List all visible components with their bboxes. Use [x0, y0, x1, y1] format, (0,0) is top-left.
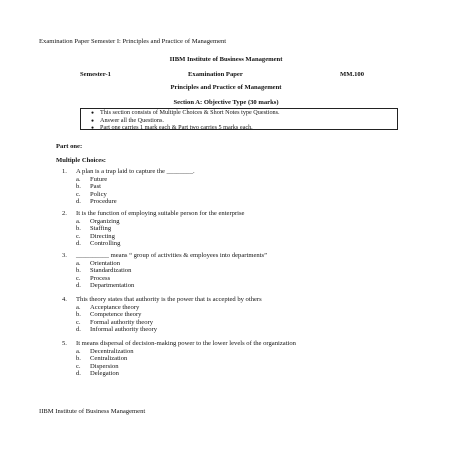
- instructions-box: [80, 108, 398, 130]
- part-heading: Part one:: [56, 143, 83, 150]
- subject-title: Principles and Practice of Management: [170, 84, 282, 91]
- bullet-icon: ●: [91, 111, 95, 116]
- question-text: It is the function of employing suitable person for the enterprise: [76, 210, 245, 217]
- page-footer: IIBM Institute of Business Management: [39, 408, 146, 415]
- instruction-item: ● Part one carries 1 mark each & Part two carries 5 marks each.: [91, 124, 253, 132]
- exam-page: Examination Paper Semester I: Principles and Practice of Management IIBM Institute of Business Management Semester-1 Examination Paper MM.100 Principles and Practice of Management Section A: Objective Type (30 marks) ● This section consists of Multiple Choices & Short Notes type Questions. ● Answer all the Questions. ● Part one carries 1 mark each & Part two carries 5 marks each. Part one: Multiple Choices: 1. A plan is a trap laid to capture the ________. a. Future b. Past c. Policy d. Procedure 2. It is the function of employing suitable person for the enterprise a. Organizing b. Staffing c. Directing d. Controlling 3. __________ means “ group of activities & employees into departments” a. Orientation b. Standardization c. Process d. Departmentation 4. This theory states that authority is the power that is accepted by others a. Acceptance theory b. Competence theory c. Formal authority theory d. Informal authority theory 5. It means dispersal of decision-making power to the lower levels of the organization a. Decentralization b. Centralization c. Dispersion d. Delegation IIBM Institute of Business Management: [0, 0, 452, 452]
- section-title: Section A: Objective Type (30 marks): [173, 99, 279, 106]
- institute-title: IIBM Institute of Business Management: [169, 56, 283, 63]
- question-text: __________ means “ group of activities & employees into departments”: [76, 252, 267, 259]
- question-number: 1.: [62, 168, 67, 175]
- course-code: MM.100: [340, 71, 364, 78]
- instruction-item: ● Answer all the Questions.: [91, 116, 164, 124]
- running-header: Examination Paper Semester I: Principles and Practice of Management: [39, 38, 227, 45]
- mc-heading: Multiple Choices:: [56, 157, 106, 164]
- instruction-item: ● This section consists of Multiple Choices & Short Notes type Questions.: [91, 109, 280, 116]
- semester-label: Semester-1: [80, 71, 111, 78]
- question-text: This theory states that authority is the power that is accepted by others: [76, 296, 262, 303]
- question-number: 4.: [62, 296, 67, 303]
- question-number: 2.: [62, 210, 67, 217]
- question-text: It means dispersal of decision-making power to the lower levels of the organization: [76, 340, 296, 347]
- question-number: 5.: [62, 340, 67, 347]
- bullet-icon: ●: [91, 118, 95, 124]
- bullet-icon: ●: [91, 126, 95, 132]
- question-text: A plan is a trap laid to capture the ________.: [76, 168, 195, 175]
- exam-type-label: Examination Paper: [188, 71, 243, 78]
- question-number: 3.: [62, 252, 67, 259]
